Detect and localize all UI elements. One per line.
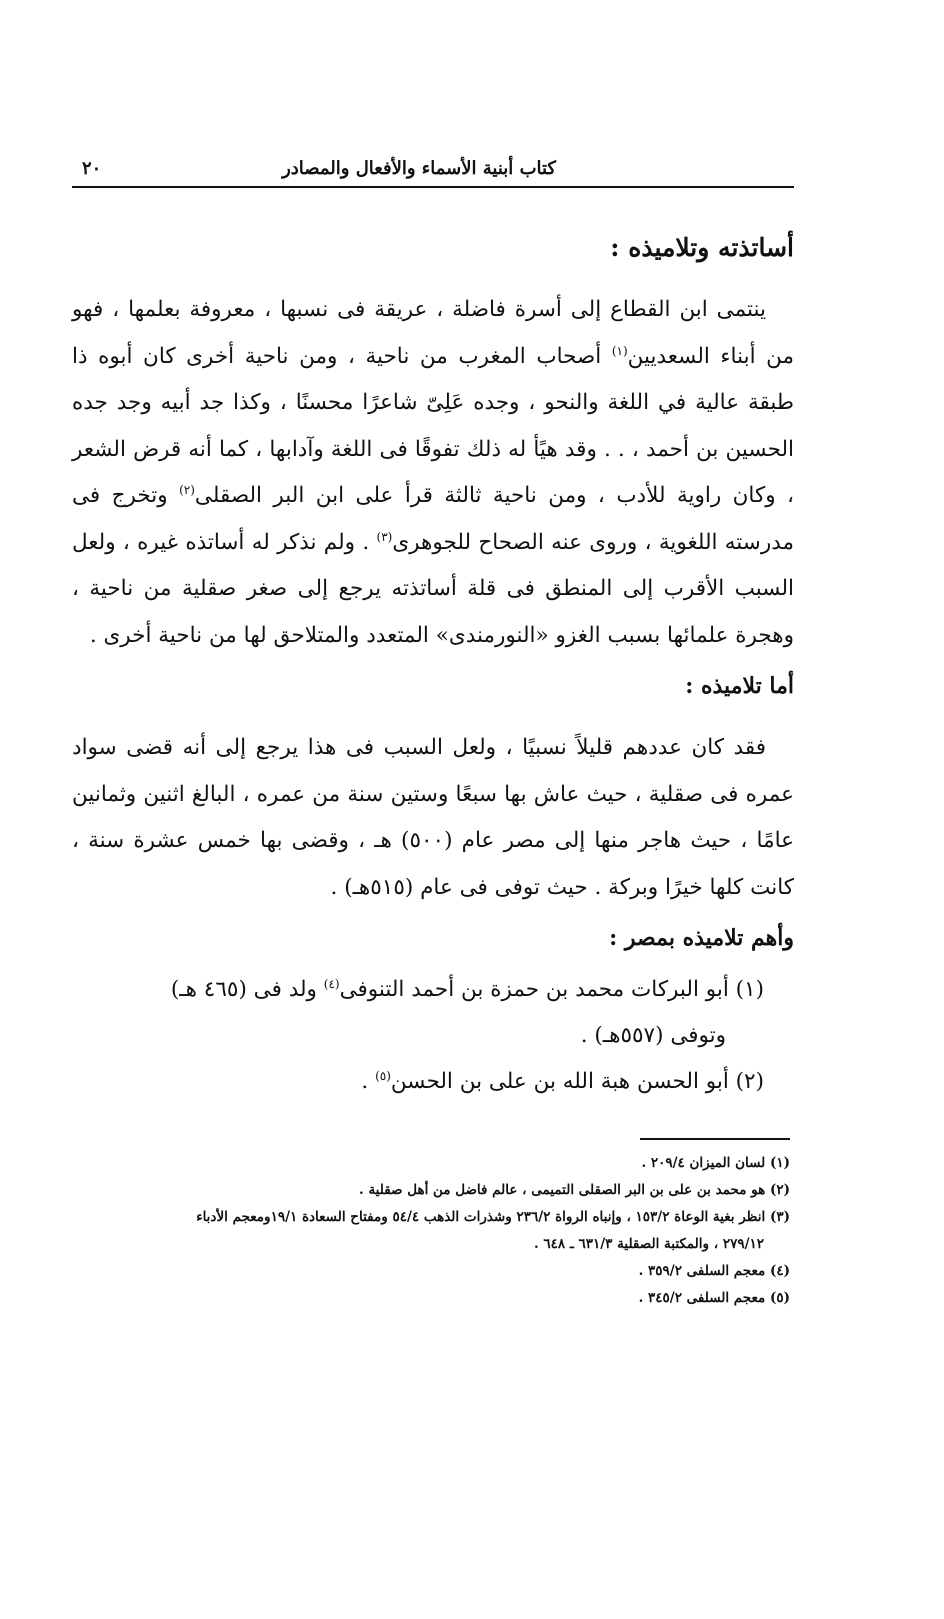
student-death: وتوفى (٥٥٧هـ) . — [580, 1023, 726, 1048]
paragraph-text: . ولم نذكر له أساتذه غيره ، ولعل السبب الأقرب إلى المنطق فى قلة أساتذته يرجع إلى صغر صقلية من ناحية ، وهجرة علمائها بسبب الغزو «النورمندى» المتعدد والمتلاحق لها من ناحية أخرى . — [72, 529, 794, 648]
student-name: (١) أبو البركات محمد بن حمزة بن أحمد التنوفى — [339, 977, 764, 1002]
footnote-mark: (٥) — [375, 1068, 391, 1083]
paragraph-text: وتخرج فى مدرسته اللغوية ، وروى عنه الصحاح للجوهرى — [72, 483, 794, 555]
footnote-divider — [640, 1138, 790, 1140]
main-text — [72, 222, 794, 1105]
footnote-mark: (٣) — [376, 529, 393, 544]
footnote-3: (٣) انظر بغية الوعاة ١٥٣/٢ ، وإنباه الرواة ٢٣٦/٢ وشذرات الذهب ٥٤/٤ ومفتاح السعادة ١٩/١ومعجم الأدباء — [196, 1209, 790, 1225]
page-number: ٢٠ — [82, 158, 102, 179]
footnote-mark: (٢) — [179, 482, 195, 497]
egypt-students-heading: وأهم تلاميذه بمصر : — [609, 925, 794, 951]
list-item — [72, 967, 794, 1059]
footnote-4: (٤) معجم السلفى ٣٥٩/٢ . — [638, 1263, 790, 1279]
list-item — [72, 1059, 794, 1105]
footnote-5: (٥) معجم السلفى ٣٤٥/٢ . — [638, 1290, 790, 1306]
footnote-2: (٢) هو محمد بن على بن البر الصقلى التميمى ، عالم فاضل من أهل صقلية . — [359, 1182, 790, 1198]
footnote-mark: (٤) — [323, 976, 340, 991]
footnote-3-continued: ٢٧٩/١٢ ، والمكتبة الصقلية ٦٣١/٣ ـ ٦٤٨ . — [533, 1236, 764, 1252]
paragraph-lineage — [72, 287, 794, 659]
students-list — [72, 967, 794, 1105]
student-detail: . — [361, 1069, 376, 1094]
running-header — [72, 156, 794, 188]
footnote-1: (١) لسان الميزان ٢٠٩/٤ . — [641, 1155, 790, 1171]
section-heading: أساتذته وتلاميذه : — [610, 233, 794, 262]
paragraph-students: فقد كان عددهم قليلاً نسبيًا ، ولعل السبب فى هذا يرجع إلى أنه قضى سواد عمره فى صقلية ، حيث عاش بها سبعًا وستين سنة من عمره ، البالغ اثنين وثمانين عامًا ، حيث هاجر منها إلى مصر عام (٥٠٠) هـ ، وقضى بها خمس عشرة سنة ، كانت كلها خيرًا وبركة . حيث توفى فى عام (٥١٥هـ) . — [72, 735, 794, 900]
student-detail: ولد فى (٤٦٥ هـ) — [170, 977, 324, 1002]
footnote-mark: (١) — [611, 343, 628, 358]
students-heading: أما تلاميذه : — [685, 673, 794, 699]
book-title: كتاب أبنية الأسماء والأفعال والمصادر — [282, 158, 556, 179]
student-name: (٢) أبو الحسن هبة الله بن على بن الحسن — [390, 1069, 764, 1094]
paragraph-text: ينتمى ابن القطاع إلى أسرة فاضلة ، عريقة فى نسبها ، معروفة بعلمها ، فهو من أبناء السعديين — [72, 297, 794, 369]
paragraph-text: أصحاب المغرب من ناحية ، ومن ناحية أخرى كان أبوه ذا طبقة عالية في اللغة والنحو ، وجده عَلِىّ شاعرًا محسنًا ، وكذا جد أبيه وجد جده الحسين بن أحمد ، . . وقد هيًأ له ذلك تفوقًا فى اللغة وآدابها ، كما أنه قرض الشعر ، وكان راوية للأدب ، ومن ناحية ثالثة قرأ على ابن البر الصقلى — [72, 343, 794, 508]
footnotes — [72, 1150, 790, 1312]
